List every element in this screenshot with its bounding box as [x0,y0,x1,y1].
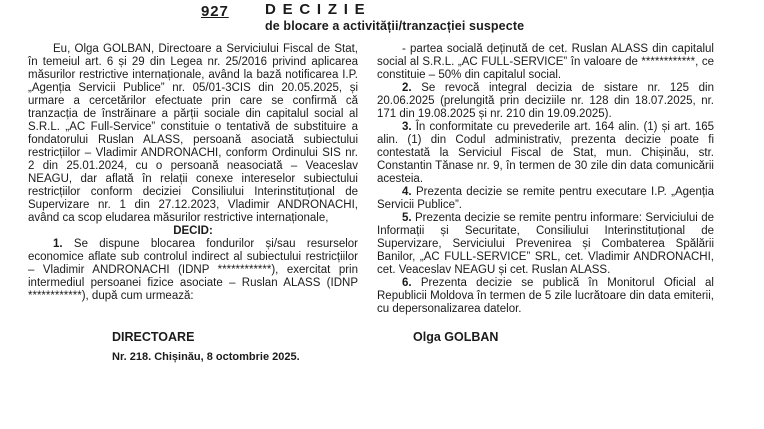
decision-item-3 [377,121,714,186]
signature-name: Olga GOLBAN [413,330,499,344]
signature-row [0,330,764,363]
item-number: 6. [402,277,412,289]
two-column-body [0,43,764,316]
item-text: Prezenta decizie se remite pentru informare: Serviciului de Informații și Securitate, Consiliului Interinstituțional de Supervizare, Serviciului Prevenirea și Combaterea Spălării Banilor, „AC FULL-SERVICE” SRL, cet. Vladimir ANDRONACHI, cet. Veaceslav NEAGU și cet. Ruslan ALASS. [377,212,714,276]
decision-item-5 [377,212,714,277]
title-block [265,2,524,33]
item-text: Se revocă integral decizia de sistare nr. 125 din 20.06.2025 (prelungită prin deciziile nr. 128 din 18.07.2025, nr. 171 din 19.08.2025 și nr. 210 din 19.09.2025). [377,82,714,120]
item-text: Se dispune blocarea fondurilor și/sau resurselor economice aflate sub controlul indirect al subiectului restricțiilor – Vladimir ANDRONACHI (IDNP ************), exercitat prin intermediul persoanei fizice asociate – Ruslan ALASS (IDNP ************), după cum urmează: [28,238,358,302]
decid-heading: DECID: [173,225,213,237]
item-text: În conformitate cu prevederile art. 164 alin. (1) și art. 165 alin. (1) din Codul administrativ, prezenta decizie poate fi contestată la Serviciul Fiscal de Stat, mun. Chișinău, str. Constantin Tănase nr. 9, în termen de 30 zile din data comunicării acesteia. [377,121,715,185]
right-column [377,43,714,316]
item-text: Prezenta decizie se publică în Monitorul Oficial al Republicii Moldova în termen de 5 zile lucrătoare din data emiterii, cu depersonalizarea datelor. [377,277,714,315]
decision-item-6 [377,277,714,316]
item-number: 4. [402,186,412,198]
signature-right-block [377,330,714,363]
item-number: 3. [402,121,412,133]
document-subtitle: de blocare a activității/tranzacției suspecte [265,19,525,33]
subitem-paragraph: - partea socială deținută de cet. Ruslan ALASS din capitalul social al S.R.L. „AC FULL-SERVICE” în valoare de ************, ce constituie – 50% din capitalul social. [377,43,714,81]
decision-item-4 [377,186,714,212]
item-number: 1. [53,238,63,250]
item-text: Prezenta decizie se remite pentru executare I.P. „Agenția Servicii Publice”. [377,186,714,211]
document-header [0,0,764,36]
signature-left-block [28,330,358,363]
intro-paragraph: Eu, Olga GOLBAN, Directoare a Serviciului Fiscal de Stat, în temeiul art. 6 și 29 din Legea nr. 25/2016 privind aplicarea măsurilor restrictive internaționale, având la bază notificarea I.P. „Agenția Servicii Publice” nr. 05/01-3CIS din 20.05.2025, și urmare a cercetărilor efectuate prin care se confirmă că tranzacția de înstrăinare a părții sociale din capitalul social al S.R.L. „AC Full-Service” constituie o tentativă de substituire a fondatorului Ruslan ALASS, persoană asociată subiectului restricțiilor – Vladimir ANDRONACHI, conform Ordinului SIS nr. 2 din 25.01.2024, cu o persoană neasociată – Veaceslav NEAGU, dar aflată în relații conexe intereselor subiectului restricțiilor conform deciziei Consiliului Interinstituțional de Supervizare nr. 1 din 27.12.2023, Vladimir ANDRONACHI, având ca scop eludarea măsurilor restrictive internaționale, [28,43,358,224]
decision-item-1 [28,238,358,303]
item-number: 5. [402,212,412,224]
document-title: DECIZIE [265,1,372,18]
decision-item-2 [377,82,714,121]
registration-line: Nr. 218. Chișinău, 8 octombrie 2025. [112,351,300,363]
document-number: 927 [201,3,229,20]
signature-title: DIRECTOARE [112,330,195,344]
item-number: 2. [402,82,412,94]
left-column [28,43,358,316]
